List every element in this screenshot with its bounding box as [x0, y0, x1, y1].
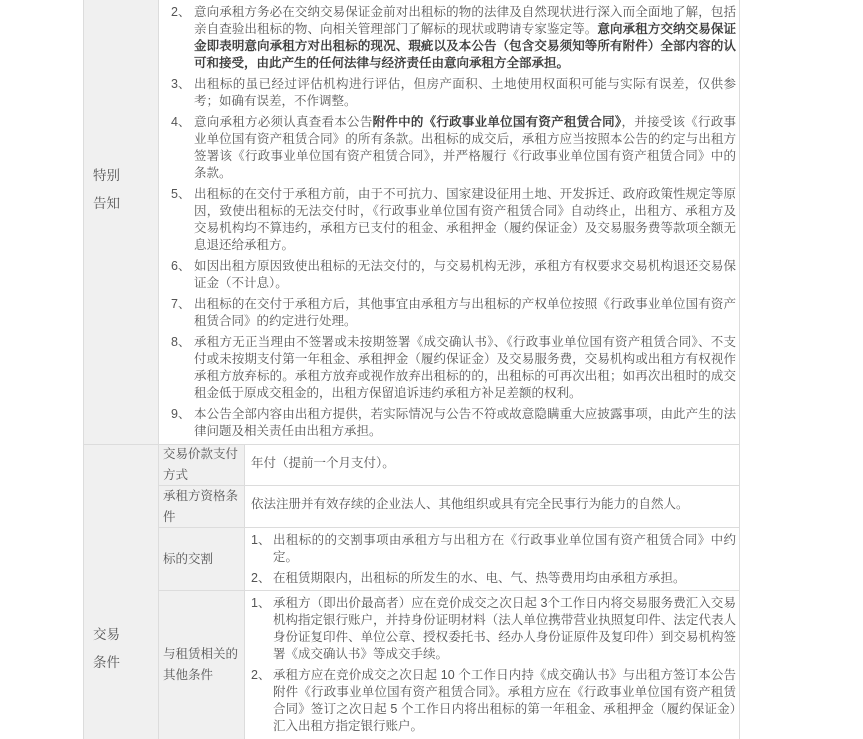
- row-header-cell: [159, 486, 245, 527]
- row-header-label: 交易价款支付方式: [163, 447, 239, 482]
- item-number: 2、: [171, 5, 191, 19]
- text-segment: 年付（提前一个月支付）。: [251, 455, 395, 470]
- special-notice-header-cell: [84, 0, 159, 444]
- text-segment: 出租标的的交割事项由承租方与出租方在《行政事业单位国有资产租赁合同》中约定。: [273, 533, 736, 564]
- row-header-label: 与租赁相关的其他条件: [163, 647, 239, 682]
- list-item: [159, 406, 739, 440]
- text-segment: 意向承租方必须认真查看本公告: [194, 115, 373, 129]
- item-number: 2、: [251, 571, 271, 585]
- row-header-cell: [159, 445, 245, 485]
- trade-conditions-label: 交易条件: [93, 627, 120, 670]
- special-notice-label: 特别告知: [93, 168, 120, 211]
- item-number: 2、: [251, 668, 271, 682]
- list-item: [159, 258, 739, 292]
- text-segment: 出租标的虽已经过评估机构进行评估，但房产面积、土地使用权面积可能与实际有误差，仅供参考；如确有误差，不作调整。: [194, 77, 736, 108]
- list-item: [245, 595, 739, 663]
- row-header-cell: [159, 528, 245, 590]
- item-number: 3、: [171, 77, 191, 91]
- text-segment: 依法注册并有效存续的企业法人、其他组织或具有完全民事行为能力的自然人。: [251, 497, 689, 511]
- row-header-label: 标的交割: [163, 551, 214, 566]
- text-segment: 意向承租方务必在交纳交易保证金前对出租标的物的法律及自然现状进行深入而全面地了解，包括亲自查验出租标的物、向相关管理部门了解标的现状或聘请专家鉴定等。: [194, 5, 736, 36]
- list-item: [251, 455, 398, 472]
- list-item: [159, 296, 739, 330]
- list-item: [159, 334, 739, 402]
- text-segment: 出租标的在交付于承租方前，由于不可抗力、国家建设征用土地、开发拆迁、政府政策性规定等原因，致使出租标的无法交付时，《行政事业单位国有资产租赁合同》自动终止，出租方、承租方及交易机构均不算违约，承租方已支付的租金、承租押金（履约保证金）及交易服务费等款项全额无息退还给承租方。: [194, 187, 736, 252]
- row-content-cell: [245, 445, 739, 485]
- list-item: [245, 667, 739, 735]
- text-segment: 承租方（即出价最高者）应在竞价成交之次日起 3个工作日内将交易服务费汇入交易机构指定银行账户，并持身份证明材料（法人单位携带营业执照复印件、法定代表人身份证复印件、单位公章、授权委托书、经办人身份证原件及复印件）到交易机构签署《成交确认书》等成交手续。: [273, 596, 736, 661]
- list-item: [159, 76, 739, 110]
- item-number: 5、: [171, 187, 191, 201]
- text-segment: 承租方应在竞价成交之次日起 10 个工作日内持《成交确认书》与出租方签订本公告附件《行政事业单位国有资产租赁合同》。承租方应在《行政事业单位国有资产租赁合同》签订之次日起 5 个工作日内将出租标的第一年租金、承租押金（履约保证金）汇入出租方指定银行账户。: [273, 668, 736, 733]
- table-row: [159, 486, 739, 528]
- bold-text-segment: 意向承租方交纳交易保证金即表明意向承租方对出租标的现况、瑕疵以及本公告（包含交易须知等所有附件）全部内容的认可和接受，由此产生的任何法律与经济责任由意向承租方全部承担。: [194, 22, 736, 70]
- trade-conditions-rows: [159, 445, 739, 739]
- trade-conditions-section: [84, 445, 739, 739]
- item-number: 8、: [171, 335, 191, 349]
- row-content-cell: [245, 528, 739, 590]
- text-segment: 本公告全部内容由出租方提供，若实际情况与公告不符或故意隐瞒重大应披露事项，由此产生的法律问题及相关责任由出租方承担。: [194, 407, 736, 438]
- item-number: 6、: [171, 259, 191, 273]
- list-item: [159, 114, 739, 182]
- text-segment: ，并接受该《行政事业单位国有资产租赁合同》的所有条款。出租标的成交后，承租方应当按照本公告的约定与出租方签署该《行政事业单位国有资产租赁合同》，并严格履行《行政事业单位国有资产租赁合同》中的条款。: [194, 115, 736, 180]
- bold-text-segment: 附件中的《行政事业单位国有资产租赁合同》: [372, 115, 622, 129]
- special-notice-section: [84, 0, 739, 445]
- list-item: [159, 186, 739, 254]
- text-segment: 出租标的在交付于承租方后，其他事宜由承租方与出租标的产权单位按照《行政事业单位国有资产租赁合同》的约定进行处理。: [194, 297, 736, 328]
- table-row: [159, 591, 739, 739]
- list-item: [245, 570, 739, 587]
- trade-conditions-header-cell: [84, 445, 159, 739]
- row-content-cell: [245, 591, 739, 739]
- table-row: [159, 528, 739, 591]
- item-number: 9、: [171, 407, 191, 421]
- item-number: 1、: [251, 533, 271, 547]
- row-header-label: 承租方资格条件: [163, 488, 239, 524]
- row-header-cell: [159, 591, 245, 739]
- row-content-cell: [245, 486, 739, 527]
- item-number: 4、: [171, 115, 191, 129]
- announcement-table: [83, 0, 740, 739]
- text-segment: 在租赁期限内，出租标的所发生的水、电、气、热等费用均由承租方承担。: [273, 571, 686, 585]
- special-notice-content-cell: [159, 0, 739, 444]
- item-number: 7、: [171, 297, 191, 311]
- list-item: [245, 532, 739, 566]
- list-item: [159, 4, 739, 72]
- text-segment: 承租方无正当理由不签署或未按期签署《成交确认书》、《行政事业单位国有资产租赁合同》、不支付或未按期支付第一年租金、承租押金（履约保证金）及交易服务费，交易机构或出租方有权视作承租方放弃标的。承租方放弃或视作放弃出租标的的，出租标的可再次出租；如再次出租时的成交租金低于原成交租金的，出租方保留追诉违约承租方补足差额的权利。: [194, 335, 736, 400]
- text-segment: 如因出租方原因致使出租标的无法交付的，与交易机构无涉，承租方有权要求交易机构退还交易保证金（不计息）。: [194, 259, 736, 290]
- item-number: 1、: [251, 596, 271, 610]
- list-item: [251, 496, 692, 513]
- table-row: [159, 445, 739, 486]
